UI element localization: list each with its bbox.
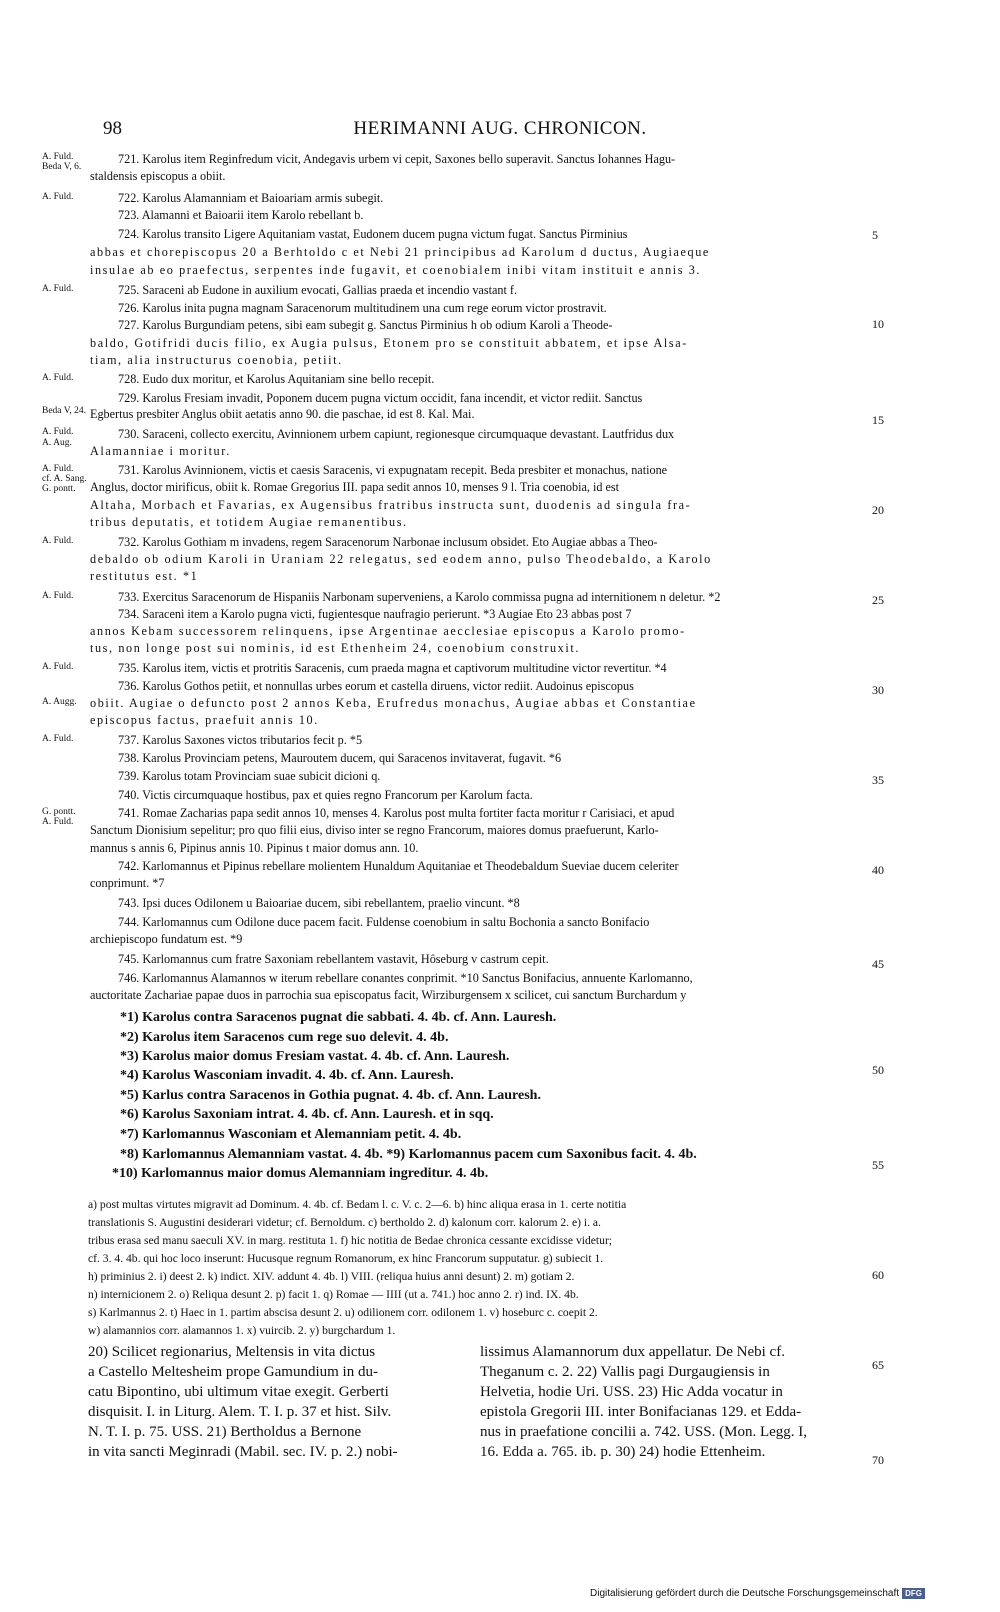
source-siglum: A. Fuld. xyxy=(42,591,74,601)
text-line: 722. Karolus Alamanniam et Baioariam armis subegit. xyxy=(118,191,384,205)
apparatus-line: n) internicionem 2. o) Reliqua desunt 2. p) facit 1. q) Romae — IIII (ut a. 741.) hoc anno 2. r) ind. IX. 4b. xyxy=(88,1288,579,1301)
text-line: auctoritate Zachariae papae duos in parrochia sua episcopatus facit, Wirziburgensem x scilicet, cui sanctum Burchardum y xyxy=(90,988,687,1002)
line-number: 50 xyxy=(872,1063,884,1077)
marginal-note: *6) Karolus Saxoniam intrat. 4. 4b. cf. Ann. Lauresh. et in sqq. xyxy=(120,1107,494,1122)
apparatus-line: translationis S. Augustini desiderari videtur; cf. Bernoldum. c) bertholdo 2. d) kalonum corr. kalorum 2. e) i. a. xyxy=(88,1216,601,1229)
source-siglum: Beda V, 6. xyxy=(42,162,82,172)
source-siglum: A. Fuld. xyxy=(42,152,74,162)
source-siglum: A. Augg. xyxy=(42,697,77,707)
text-line: tribus deputatis, et totidem Augiae remanentibus. xyxy=(90,515,408,529)
source-siglum: A. Fuld. xyxy=(42,284,74,294)
marginal-note: *3) Karolus maior domus Fresiam vastat. 4. 4b. cf. Ann. Lauresh. xyxy=(120,1049,510,1064)
apparatus-line: tribus erasa sed manu saeculi XV. in marg. restituta 1. f) hic notitia de Bedae chronica cessante excidisse videtur; xyxy=(88,1234,613,1247)
apparatus-line: s) Karlmannus 2. t) Haec in 1. partim abscisa desunt 2. u) odilionem corr. odilonem 1. v) hoseburc c. coepit 2. xyxy=(88,1306,598,1319)
text-line: restitutus est. *1 xyxy=(90,569,199,583)
line-number: 25 xyxy=(872,593,884,607)
text-line: tiam, alia instructurus coenobia, petiit. xyxy=(90,353,343,367)
text-line: debaldo ob odium Karoli in Uraniam 22 relegatus, sed eodem anno, pulso Theodebaldo, a Karolo xyxy=(90,552,712,566)
text-line: 743. Ipsi duces Odilonem u Baioariae ducem, sibi rebellantem, praelio vincunt. *8 xyxy=(118,896,520,910)
text-line: Alamanniae i moritur. xyxy=(90,444,231,458)
text-line: 735. Karolus item, victis et protritis Saracenis, cum praeda magna et captivorum multitudine victor revertitur. *4 xyxy=(118,661,667,675)
marginal-note: *8) Karlomannus Alemanniam vastat. 4. 4b. *9) Karlomannus pacem cum Saxonibus facit. 4. 4b. xyxy=(120,1147,697,1162)
text-line: 734. Saraceni item a Karolo pugna victi, fugientesque naufragio perierunt. *3 Augiae Eto 23 abbas post 7 xyxy=(118,607,632,621)
marginal-note: *4) Karolus Wasconiam invadit. 4. 4b. cf. Ann. Lauresh. xyxy=(120,1068,454,1083)
line-number: 10 xyxy=(872,317,884,331)
text-line: 742. Karlomannus et Pipinus rebellare molientem Hunaldum Aquitaniae et Theodebaldum Sueviae ducem celeriter xyxy=(118,859,679,873)
line-number: 30 xyxy=(872,683,884,697)
source-siglum: G. pontt. xyxy=(42,807,76,817)
source-siglum: A. Fuld. xyxy=(42,536,74,546)
apparatus-line: a) post multas virtutes migravit ad Dominum. 4. 4b. cf. Bedam l. c. V. c. 2—6. b) hinc aliqua erasa in 1. certe notitia xyxy=(88,1198,627,1211)
line-number: 45 xyxy=(872,957,884,971)
text-line: mannus s annis 6, Pipinus annis 10. Pipinus t maior domus ann. 10. xyxy=(90,841,419,855)
text-line: 739. Karolus totam Provinciam suae subicit dicioni q. xyxy=(118,769,381,783)
text-line: staldensis episcopus a obiit. xyxy=(90,169,226,183)
running-header xyxy=(0,118,1000,148)
text-line: 727. Karolus Burgundiam petens, sibi eam subegit g. Sanctus Pirminius h ob odium Karoli a Theode- xyxy=(118,318,613,332)
footnote-left-line: disquisit. I. in Liturg. Alem. T. I. p. 37 et hist. Silv. xyxy=(88,1404,392,1420)
text-line: episcopus factus, praefuit annis 10. xyxy=(90,713,319,727)
line-number: 15 xyxy=(872,413,884,427)
footnote-right-line: Theganum c. 2. 22) Vallis pagi Durgaugiensis in xyxy=(480,1364,770,1380)
footnote-right-line: lissimus Alamannorum dux appellatur. De Nebi cf. xyxy=(480,1344,785,1360)
footnote-right-line: 16. Edda a. 765. ib. p. 30) 24) hodie Ettenheim. xyxy=(480,1444,766,1460)
line-number: 35 xyxy=(872,773,884,787)
text-line: archiepiscopo fundatum est. *9 xyxy=(90,932,243,946)
apparatus-line: cf. 3. 4. 4b. qui hoc loco inserunt: Hucusque regnum Romanorum, ex hinc Francorum supputatur. g) subiecit 1. xyxy=(88,1252,604,1265)
marginal-note: *1) Karolus contra Saracenos pugnat die sabbati. 4. 4b. cf. Ann. Lauresh. xyxy=(120,1010,557,1025)
marginal-note: *7) Karlomannus Wasconiam et Alemanniam petit. 4. 4b. xyxy=(120,1127,462,1142)
source-siglum: cf. A. Sang. xyxy=(42,474,87,484)
text-line: 721. Karolus item Reginfredum vicit, Andegavis urbem vi cepit, Saxones bello superavit. Sanctus Iohannes Hagu- xyxy=(118,152,676,166)
text-line: 725. Saraceni ab Eudone in auxilium evocati, Gallias praeda et incendio vastant f. xyxy=(118,283,518,297)
marginal-note: *10) Karlomannus maior domus Alemanniam ingreditur. 4. 4b. xyxy=(112,1166,489,1181)
footnote-left-line: in vita sancti Meginradi (Mabil. sec. IV. p. 2.) nobi- xyxy=(88,1444,398,1460)
text-line: 744. Karlomannus cum Odilone duce pacem facit. Fuldense coenobium in saltu Bochonia a sancto Bonifacio xyxy=(118,915,650,929)
text-line: 738. Karolus Provinciam petens, Mauroutem ducem, qui Saracenos invitaverat, fugavit. *6 xyxy=(118,751,562,765)
footnote-right-line: nus in praefatione concilii a. 742. USS. (Mon. Legg. I, xyxy=(480,1424,808,1440)
dfg-logo: DFG xyxy=(902,1588,925,1599)
running-title: HERIMANNI AUG. CHRONICON. xyxy=(353,118,647,139)
text-line: Anglus, doctor mirificus, obiit k. Romae Gregorius III. papa sedit annos 10, menses 9 l. Tria coenobia, id est xyxy=(90,480,620,494)
line-number: 55 xyxy=(872,1158,884,1172)
text-line: Altaha, Morbach et Favarias, ex Augensibus fratribus instructa sunt, duodenis ad singula fra- xyxy=(90,498,692,512)
line-number: 65 xyxy=(872,1358,884,1372)
text-line: 733. Exercitus Saracenorum de Hispaniis Narbonam superveniens, a Karolo commissa pugna ad internitionem n deletur. *2 xyxy=(118,590,721,604)
text-line: annos Kebam successorem relinquens, ipse Argentinae aecclesiae episcopus a Karolo promo- xyxy=(90,624,686,638)
source-siglum: A. Fuld. xyxy=(42,427,74,437)
line-number: 20 xyxy=(872,503,884,517)
footnote-left-line: catu Bipontino, ubi ultimum vitae exegit. Gerberti xyxy=(88,1384,389,1400)
text-line: tus, non longe post sui nominis, id est Ethenheim 24, coenobium construxit. xyxy=(90,641,580,655)
footnote-left-line: 20) Scilicet regionarius, Meltensis in vita dictus xyxy=(88,1344,376,1360)
footnote-right-line: epistola Gregorii III. inter Bonifacianas 129. et Edda- xyxy=(480,1404,802,1420)
text-line: insulae ab eo praefectus, serpentes inde fugavit, et coenobialem inibi vitam instituit e annis 3. xyxy=(90,263,702,277)
text-line: abbas et chorepiscopus 20 a Berhtoldo c et Nebi 21 principibus ad Karolum d ductus, Augiaeque xyxy=(90,245,710,259)
text-line: 729. Karolus Fresiam invadit, Poponem ducem pugna victum occidit, fana incendit, et victor rediit. Sanctus xyxy=(118,391,643,405)
footer-text: Digitalisierung gefördert durch die Deutsche Forschungsgemeinschaft xyxy=(590,1588,900,1599)
text-line: 723. Alamanni et Baioarii item Karolo rebellant b. xyxy=(118,208,364,222)
source-siglum: A. Fuld. xyxy=(42,464,74,474)
line-number: 70 xyxy=(872,1453,884,1467)
page-number: 98 xyxy=(103,118,122,139)
text-line: 726. Karolus inita pugna magnam Saracenorum multitudinem una cum rege eorum victor prostravit. xyxy=(118,301,607,315)
text-line: 731. Karolus Avinnionem, victis et caesis Saracenis, vi expugnatam recepit. Beda presbiter et monachus, natione xyxy=(118,463,668,477)
source-siglum: A. Fuld. xyxy=(42,373,74,383)
line-number: 40 xyxy=(872,863,884,877)
text-line: 745. Karlomannus cum fratre Saxoniam rebellantem vastavit, Hôseburg v castrum cepit. xyxy=(118,952,549,966)
text-line: 724. Karolus transito Ligere Aquitaniam vastat, Eudonem ducem pugna victum fugat. Sanctus Pirminius xyxy=(118,227,628,241)
text-line: Sanctum Dionisium sepelitur; pro quo filii eius, diviso inter se regno Francorum, maiores domus praefuerunt, Karlo- xyxy=(90,823,659,837)
marginal-note: *2) Karolus item Saracenos cum rege suo delevit. 4. 4b. xyxy=(120,1030,449,1045)
apparatus-line: h) priminius 2. i) deest 2. k) indict. XIV. addunt 4. 4b. l) VIII. (reliqua huius anni desunt) 2. m) gotiam 2. xyxy=(88,1270,575,1283)
text-line: 732. Karolus Gothiam m invadens, regem Saracenorum Narbonae inclusum obsidet. Eto Augiae abbas a Theo- xyxy=(118,535,658,549)
text-line: 746. Karlomannus Alamannos w iterum rebellare conantes conprimit. *10 Sanctus Bonifacius, annuente Karlomanno, xyxy=(118,971,693,985)
footnote-left-line: N. T. I. p. 75. USS. 21) Bertholdus a Bernone xyxy=(88,1424,362,1440)
text-line: 736. Karolus Gothos petiit, et nonnullas urbes eorum et castella diruens, victor rediit. Audoinus episcopus xyxy=(118,679,634,693)
line-number: 60 xyxy=(872,1268,884,1282)
source-siglum: Beda V, 24. xyxy=(42,406,86,416)
text-line: 740. Victis circumquaque hostibus, pax et quies regno Francorum per Karolum facta. xyxy=(118,788,533,802)
line-number: 5 xyxy=(872,228,878,242)
apparatus-line: w) alamannios corr. alamannos 1. x) vuircib. 2. y) burgchardum 1. xyxy=(88,1324,396,1337)
footnote-left-line: a Castello Meltesheim prope Gamundium in du- xyxy=(88,1364,378,1380)
source-siglum: A. Fuld. xyxy=(42,662,74,672)
text-line: 741. Romae Zacharias papa sedit annos 10, menses 4. Karolus post multa fortiter facta moritur r Carisiaci, et apud xyxy=(118,806,675,820)
text-line: 737. Karolus Saxones victos tributarios fecit p. *5 xyxy=(118,733,363,747)
source-siglum: A. Aug. xyxy=(42,438,72,448)
text-line: baldo, Gotifridi ducis filio, ex Augia pulsus, Etonem pro se constituit abbatem, et ipse Alsa- xyxy=(90,336,688,350)
source-siglum: G. pontt. xyxy=(42,484,76,494)
marginal-note: *5) Karlus contra Saracenos in Gothia pugnat. 4. 4b. cf. Ann. Lauresh. xyxy=(120,1088,541,1103)
source-siglum: A. Fuld. xyxy=(42,734,74,744)
footer-credit xyxy=(590,1588,925,1599)
text-line: conprimunt. *7 xyxy=(90,876,165,890)
footnote-right-line: Helvetia, hodie Uri. USS. 23) Hic Adda vocatur in xyxy=(480,1384,783,1400)
text-line: Egbertus presbiter Anglus obiit aetatis anno 90. die paschae, id est 8. Kal. Mai. xyxy=(90,407,475,421)
source-siglum: A. Fuld. xyxy=(42,192,74,202)
text-line: 730. Saraceni, collecto exercitu, Avinnionem urbem capiunt, regionesque circumquaque devastant. Lautfridus dux xyxy=(118,427,675,441)
text-line: obiit. Augiae o defuncto post 2 annos Keba, Erufredus monachus, Augiae abbas et Constantiae xyxy=(90,696,697,710)
text-line: 728. Eudo dux moritur, et Karolus Aquitaniam sine bello recepit. xyxy=(118,372,435,386)
source-siglum: A. Fuld. xyxy=(42,817,74,827)
